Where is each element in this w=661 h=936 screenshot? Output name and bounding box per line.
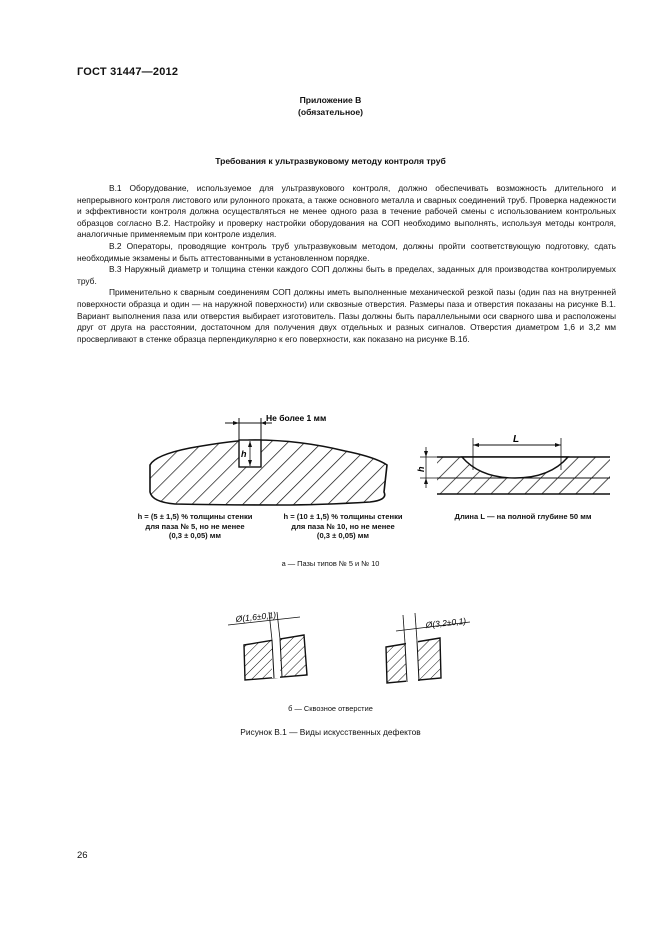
hole-large-diameter-label: Ø(3,2±0,1) xyxy=(425,615,467,630)
note-slot-10: h = (10 ± 1,5) % толщины стенки для паза № 10, но не менее (0,3 ± 0,05) мм xyxy=(283,512,403,541)
note-length: Длина L — на полной глубине 50 мм xyxy=(454,512,592,521)
annex-title: Приложение В xyxy=(299,95,362,105)
slot-specimen-length xyxy=(420,438,610,494)
figure-title: Рисунок В.1 — Виды искусственных дефектов xyxy=(240,727,421,737)
page-number: 26 xyxy=(77,850,88,861)
slot-depth-label: h xyxy=(241,449,247,459)
slot-width-label: Не более 1 мм xyxy=(266,413,327,423)
slot-depth-label-right: h xyxy=(416,466,426,472)
document-header: ГОСТ 31447—2012 xyxy=(77,66,179,78)
section-title: Требования к ультразвуковому методу контроля труб xyxy=(215,156,446,166)
annex-status: (обязательное) xyxy=(297,107,364,117)
note-slot-5: h = (5 ± 1,5) % толщины стенки для паза № 5, но не менее (0,3 ± 0,05) мм xyxy=(137,512,253,541)
caption-b: б — Сквозное отверстие xyxy=(288,704,373,713)
caption-a: а — Пазы типов № 5 и № 10 xyxy=(281,559,380,568)
paragraph-b3: В.3 Наружный диаметр и толщина стенки каждого СОП должны быть в пределах, заданных для производства контролируемых труб. xyxy=(77,264,616,286)
paragraph-b1: В.1 Оборудование, используемое для ультразвукового контроля, должно обеспечивать возможность длительного и непрерывного контроля листового или рулонного проката, а также основного металла и сварных соединений труб. Проверка надежности и эффективности контроля должна осуществляться не менее одного раза в течение рабочей смены с использованием контрольных образцов согласно В.2. Настройку и проверку настройки оборудования на СОП необходимо выполнять, используя методы контроля, аналогичные применяемым при контроле изделия. xyxy=(77,183,616,240)
paragraph-welds: Применительно к сварным соединениям СОП должны иметь выполненные механической резкой пазы (один паз на внутренней поверхности образца и один — на наружной поверхности) или сквозные отверстия. Размеры паза и отверстия показаны на рисунке В.1. Вариант выполнения паза или отверстия выбирает изготовитель. Пазы должны быть параллельными оси сварного шва и расположены друг от друга на расстоянии, достаточном для получения двух отдельных и разных сигналов. Отверстия диаметром 1,6 и 3,2 мм просверливают в стенке образца перпендикулярно к его поверхности, как показано на рисунке В.1б. xyxy=(77,287,616,344)
paragraph-b2: В.2 Операторы, проводящие контроль труб ультразвуковым методом, должны пройти соответствующую подготовку, сдать необходимые экзамены и быть аттестованными в установленном порядке. xyxy=(77,240,616,263)
slot-length-label: L xyxy=(513,434,520,445)
hole-small-diameter-label: Ø(1,6±0,1) xyxy=(235,609,277,624)
slot-specimen-outer xyxy=(150,418,387,505)
